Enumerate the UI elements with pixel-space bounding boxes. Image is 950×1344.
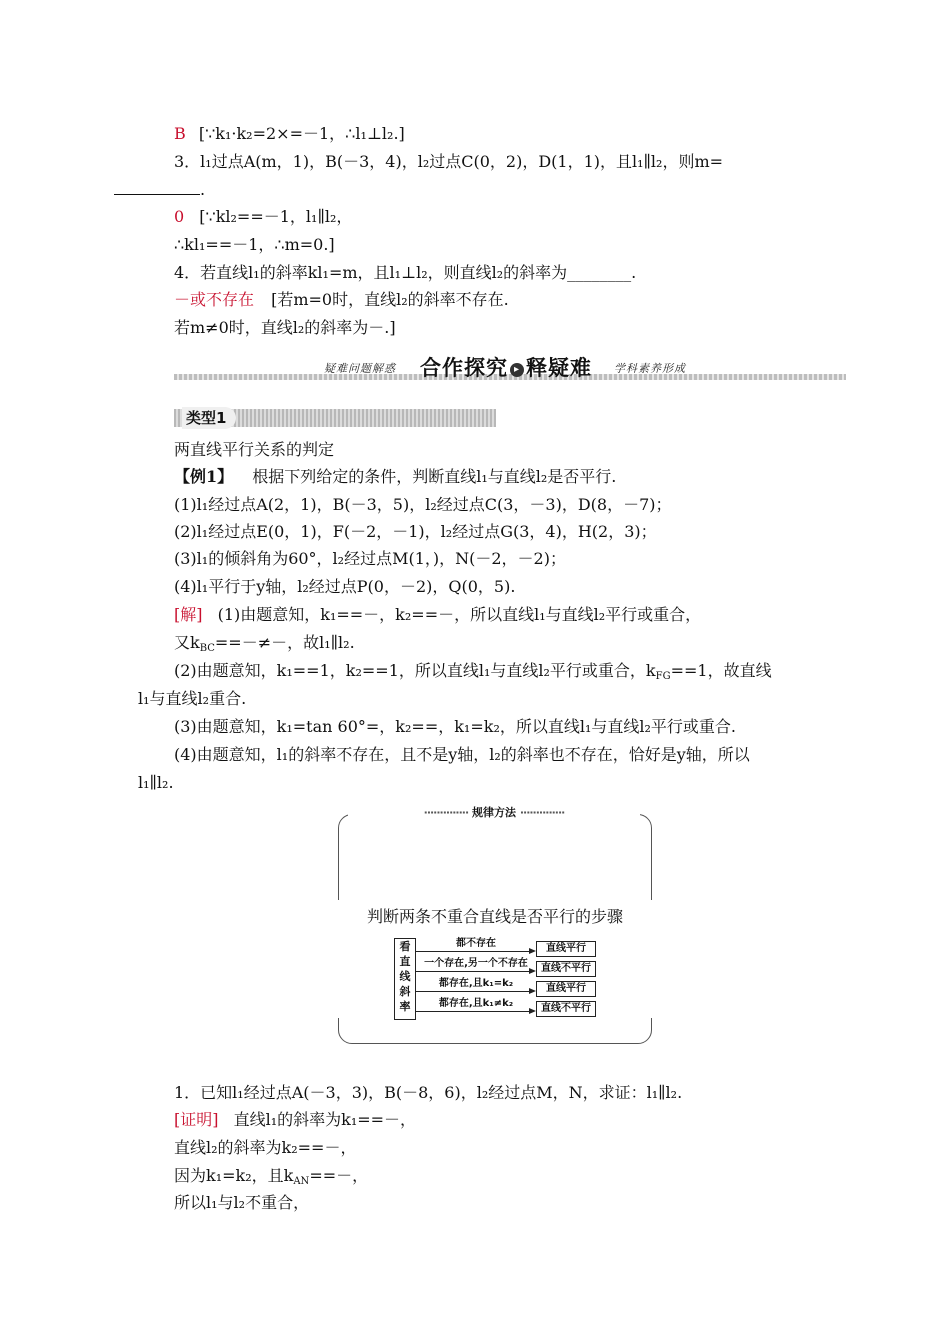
chevron-right-icon: ▸ bbox=[510, 363, 524, 377]
answer-line-2 bbox=[174, 124, 405, 144]
method-box-heading: 判断两条不重合直线是否平行的步骤 bbox=[366, 907, 623, 926]
proof-1: [证明] 直线l₁的斜率为k₁==－， bbox=[174, 1110, 417, 1129]
arrow-right-icon bbox=[416, 971, 530, 972]
flowchart-start-box: 看 直 线 斜 率 bbox=[394, 938, 416, 1020]
answer-text: [∵kl₂==－1，l₁∥l₂， bbox=[199, 207, 353, 226]
solution-4: (4)由题意知，l₁的斜率不存在，且不是y轴，l₂的斜率也不存在，恰好是y轴，所以 bbox=[174, 745, 750, 764]
question-3-blank: . bbox=[114, 180, 205, 200]
arrow-right-icon bbox=[416, 951, 530, 952]
proof-4: 所以l₁与l₂不重合， bbox=[174, 1193, 310, 1212]
example-intro: 【例1】 根据下列给定的条件，判断直线l₁与直线l₂是否平行. bbox=[174, 467, 617, 486]
flowchart-row: 一个存在,另一个不存在 直线不平行 bbox=[416, 958, 596, 976]
type-tab-label: 类型1 bbox=[182, 407, 236, 429]
answer-label: B bbox=[174, 124, 186, 143]
solution-1b: 又$k_{BC}==-\ne-$，故l₁∥l₂. bbox=[174, 633, 355, 654]
arrow-right-icon bbox=[416, 1011, 530, 1012]
proof-3: 因为k₁=k₂，且$k_{AN}==-$， bbox=[174, 1166, 369, 1187]
section-title: 两直线平行关系的判定 bbox=[174, 440, 335, 459]
example-condition-2: (2)l₁经过点E(0，1)，F(－2，－1)，l₂经过点G(3，4)，H(2，3)； bbox=[174, 522, 657, 541]
answer-text: [若m=0时，直线l₂的斜率不存在. bbox=[271, 290, 509, 309]
banner-right-text: 学科素养形成 bbox=[614, 362, 686, 375]
answer-line-4b: 若m≠0时，直线l₂的斜率为－.] bbox=[174, 318, 396, 337]
solution-2b: l₁与直线l₂重合. bbox=[138, 689, 247, 708]
example-head: 【例1】 bbox=[174, 467, 234, 486]
answer-label: －或不存在 bbox=[174, 290, 255, 309]
solution-3: (3)由题意知，k₁=tan 60°=，k₂==，k₁=k₂，所以直线l₁与直线l₂平行或重合. bbox=[174, 717, 737, 736]
banner-left-text: 疑难问题解惑 bbox=[324, 362, 396, 375]
exercise-1: 1．已知l₁经过点A(－3，3)，B(－8，6)，l₂经过点M，N，求证：l₁∥l₂. bbox=[174, 1083, 683, 1102]
method-box-title: ·············· 规律方法 ·············· bbox=[423, 806, 565, 819]
section-banner bbox=[174, 352, 846, 386]
solution-tag: [解] bbox=[174, 605, 203, 624]
answer-text: [∵k₁·k₂=2×=－1，∴l₁⊥l₂.] bbox=[198, 124, 405, 143]
banner-title: 合作探究 ▸ 释疑难 bbox=[420, 356, 592, 380]
example-condition-1: (1)l₁经过点A(2，1)，B(－3，5)，l₂经过点C(3，－3)，D(8，－7)； bbox=[174, 495, 672, 514]
arrow-right-icon bbox=[416, 991, 530, 992]
example-condition-4: (4)l₁平行于y轴，l₂经过点P(0，－2)，Q(0，5). bbox=[174, 577, 516, 596]
solution-2: (2)由题意知，k₁==1，k₂==1，所以直线l₁与直线l₂平行或重合，$k_{FG}==1$，故直线 bbox=[174, 661, 772, 682]
type-tab bbox=[174, 407, 496, 429]
proof-tag: [证明] bbox=[174, 1110, 219, 1129]
flowchart-row: 都不存在 直线平行 bbox=[416, 938, 596, 956]
answer-line-3b: ∴kl₁==－1，∴m=0.] bbox=[174, 235, 335, 254]
solution-1: [解] (1)由题意知，k₁==－，k₂==－，所以直线l₁与直线l₂平行或重合， bbox=[174, 605, 702, 624]
flowchart-row: 都存在,且k₁=k₂ 直线平行 bbox=[416, 978, 596, 996]
flowchart-row: 都存在,且k₁≠k₂ 直线不平行 bbox=[416, 998, 596, 1016]
question-3: 3．l₁过点A(m，1)，B(－3，4)，l₂过点C(0，2)，D(1，1)，且l₁∥l₂，则m= bbox=[174, 152, 724, 171]
answer-line-3 bbox=[174, 207, 352, 227]
proof-2: 直线l₂的斜率为k₂==－， bbox=[174, 1138, 357, 1157]
answer-label: 0 bbox=[174, 207, 185, 226]
solution-4b: l₁∥l₂. bbox=[138, 773, 174, 792]
question-4: 4．若直线l₁的斜率kl₁=m，且l₁⊥l₂，则直线l₂的斜率为________. bbox=[174, 263, 637, 282]
answer-line-4 bbox=[174, 290, 509, 310]
example-condition-3: (3)l₁的倾斜角为60°，l₂经过点M(1，)，N(－2，－2)； bbox=[174, 549, 566, 568]
